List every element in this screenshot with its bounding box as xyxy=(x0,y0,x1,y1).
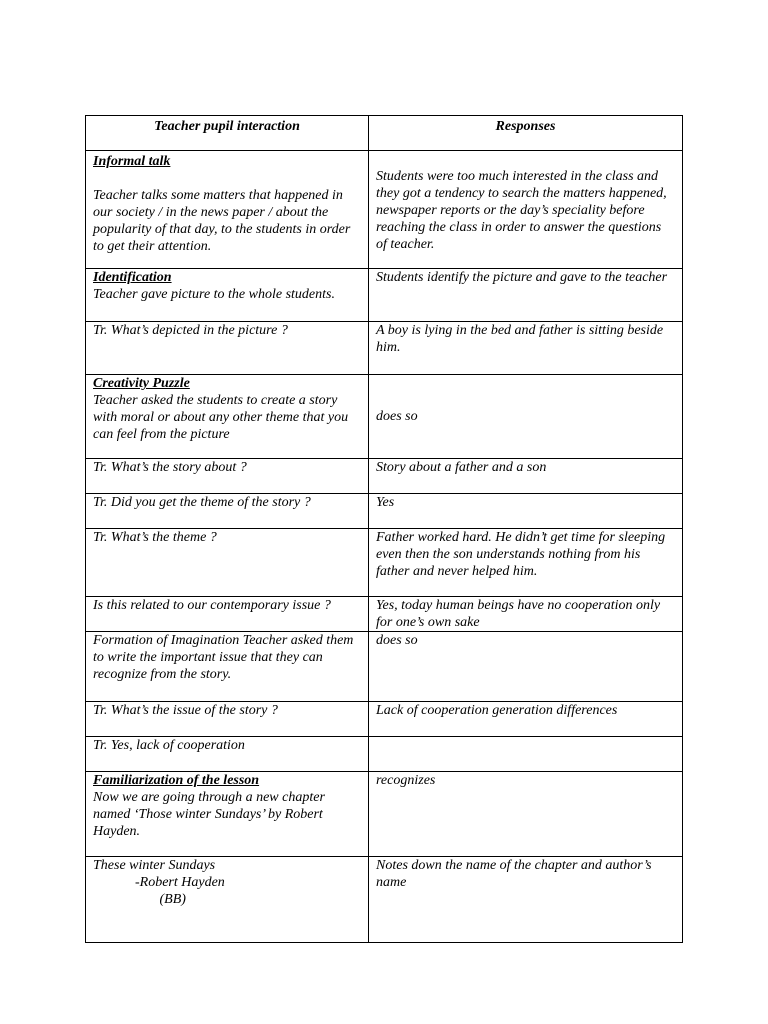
table-row xyxy=(86,632,683,702)
header-teacher-pupil-interaction: Teacher pupil interaction xyxy=(86,116,369,151)
left-cell xyxy=(86,857,369,943)
table-row xyxy=(86,529,683,597)
right-cell: recognizes xyxy=(369,772,683,857)
left-cell: Tr. Did you get the theme of the story ? xyxy=(86,494,369,529)
table-row xyxy=(86,597,683,632)
table-row xyxy=(86,702,683,737)
right-cell xyxy=(369,269,683,322)
row-left-text: Teacher asked the students to create a story with moral or about any other theme that you can feel from the picture xyxy=(93,393,349,442)
right-cell: Yes xyxy=(369,494,683,529)
right-cell: Father worked hard. He didn’t get time for sleeping even then the son understands nothing from his father and never helped him. xyxy=(369,529,683,597)
table-row xyxy=(86,269,683,322)
row-left-text: These winter Sundays -Robert Hayden (BB) xyxy=(93,858,225,907)
left-cell xyxy=(86,151,369,269)
table-header-row xyxy=(86,116,683,151)
right-cell: Yes, today human beings have no cooperation only for one’s own sake xyxy=(369,597,683,632)
row-heading: Informal talk xyxy=(93,154,171,169)
row-right-text: Students were too much interested in the class and they got a tendency to search the matters happened, newspaper reports or the day’s speciality before reaching the class in order to answer the questions of teacher. xyxy=(376,169,667,252)
left-cell: Tr. What’s the theme ? xyxy=(86,529,369,597)
right-cell: Story about a father and a son xyxy=(369,459,683,494)
header-responses: Responses xyxy=(369,116,683,151)
right-cell: Notes down the name of the chapter and author’s name xyxy=(369,857,683,943)
left-cell xyxy=(86,269,369,322)
row-left-text: Now we are going through a new chapter named ‘Those winter Sundays’ by Robert Hayden. xyxy=(93,790,325,839)
right-cell: A boy is lying in the bed and father is sitting beside him. xyxy=(369,322,683,375)
left-cell: Tr. What’s the story about ? xyxy=(86,459,369,494)
row-heading: Creativity Puzzle xyxy=(93,376,190,391)
row-left-text: Teacher talks some matters that happened in our society / in the news paper / about the popularity of that day, to the students in order to get their attention. xyxy=(93,188,351,254)
table-row xyxy=(86,322,683,375)
left-cell xyxy=(86,772,369,857)
right-cell: does so xyxy=(369,375,683,459)
table-row xyxy=(86,459,683,494)
table-row xyxy=(86,737,683,772)
table-row xyxy=(86,151,683,269)
table-row xyxy=(86,772,683,857)
row-heading: Identification xyxy=(93,270,172,285)
right-cell xyxy=(369,151,683,269)
left-cell: Tr. Yes, lack of cooperation xyxy=(86,737,369,772)
row-left-text: Teacher gave picture to the whole students. xyxy=(93,287,335,302)
table-row xyxy=(86,494,683,529)
right-cell: Lack of cooperation generation differences xyxy=(369,702,683,737)
row-right-text: Students identify the picture and gave to the teacher xyxy=(376,270,668,285)
row-heading: Familiarization of the lesson xyxy=(93,773,260,788)
left-cell: Tr. What’s the issue of the story ? xyxy=(86,702,369,737)
right-cell: does so xyxy=(369,632,683,702)
table-row xyxy=(86,857,683,943)
left-cell xyxy=(86,375,369,459)
right-cell xyxy=(369,737,683,772)
left-cell: Tr. What’s depicted in the picture ? xyxy=(86,322,369,375)
interaction-table xyxy=(85,115,683,943)
left-cell: Formation of Imagination Teacher asked them to write the important issue that they can recognize from the story. xyxy=(86,632,369,702)
table-row xyxy=(86,375,683,459)
left-cell: Is this related to our contemporary issue ? xyxy=(86,597,369,632)
